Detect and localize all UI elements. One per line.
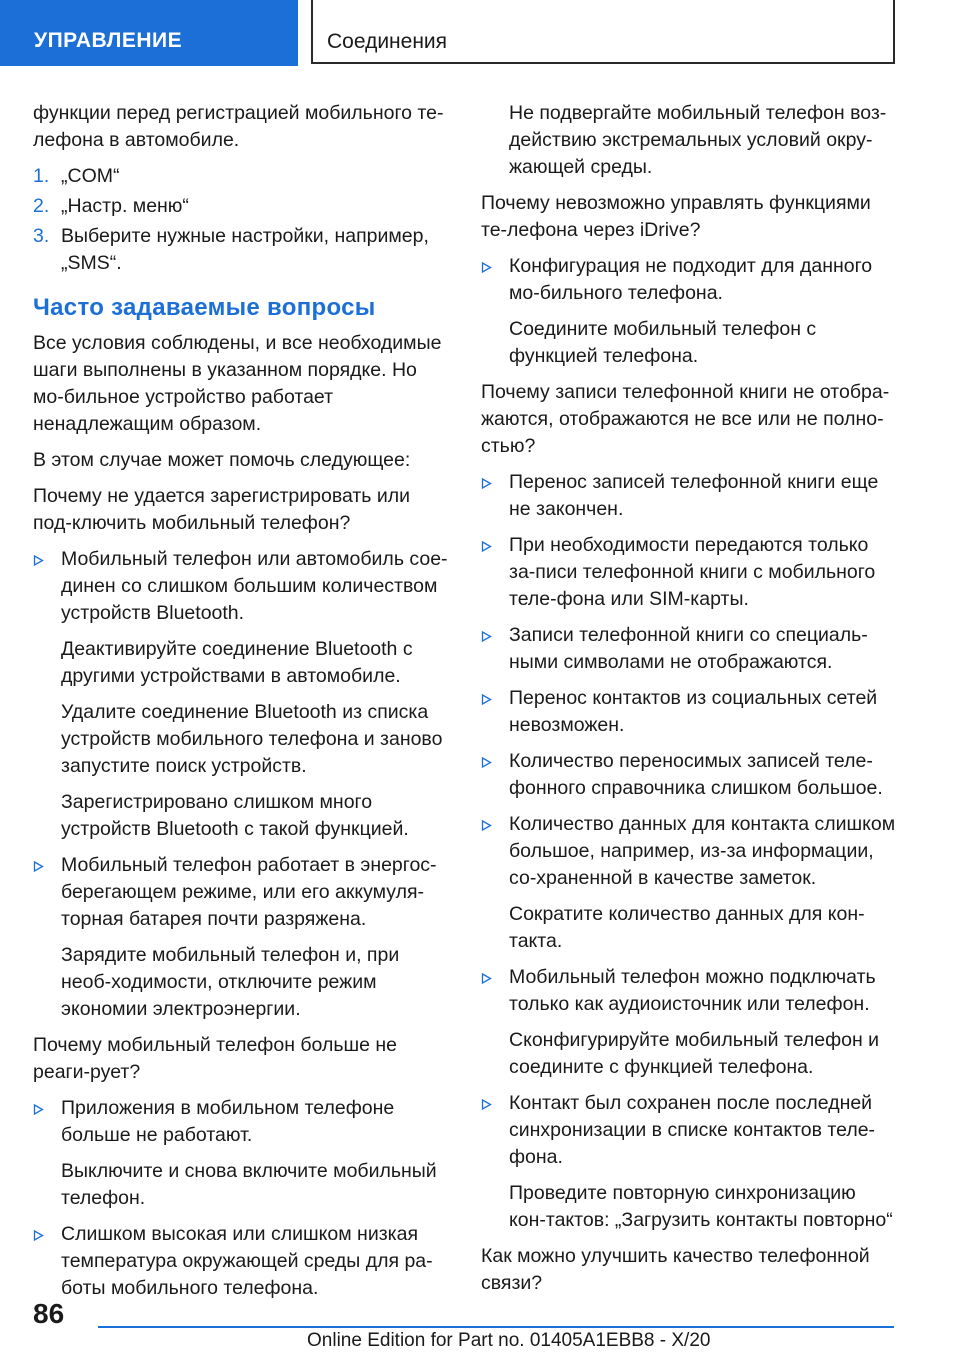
page-header <box>0 0 960 66</box>
bullet-item <box>33 852 448 933</box>
bullet-text: Приложения в мобильном телефоне больше не работают. <box>61 1097 395 1146</box>
bullet-text: При необходимости передаются только за-писи телефонной книги с мобильного теле-фона или SIM-карты. <box>509 534 876 610</box>
triangle-right-outline-icon <box>481 469 509 523</box>
solution-text: Не подвергайте мобильный телефон воз-действию экстремальных условий окру-жающей среды. <box>509 102 887 178</box>
solution-text: Соедините мобильный телефон с функцией телефона. <box>509 318 817 367</box>
page-footer <box>0 1290 960 1362</box>
chapter-title: Соединения <box>311 0 895 64</box>
solution-text: Зарядите мобильный телефон и, при необ-ходимости, отключите режим экономии электроэнергии. <box>61 944 400 1020</box>
solution-text: Выключите и снова включите мобильный телефон. <box>61 1160 437 1209</box>
bullet-item <box>481 469 897 523</box>
bullet-text: Мобильный телефон можно подключать только как аудиоисточник или телефон. <box>509 966 876 1015</box>
step-text: Выберите нужные настройки, например, „SMS“. <box>61 225 429 274</box>
page-number: 86 <box>33 1298 65 1329</box>
faq-question: Как можно улучшить качество телефонной связи? <box>481 1245 870 1294</box>
bullet-item <box>481 964 897 1018</box>
solution-text: Сократите количество данных для кон-такта. <box>509 903 865 952</box>
step-number: 1. <box>33 165 50 187</box>
bullet-item <box>481 748 897 802</box>
triangle-right-outline-icon <box>481 253 509 307</box>
bullet-text: Контакт был сохранен после последней синхронизации в списке контактов теле-фона. <box>509 1092 876 1168</box>
step-item <box>33 223 448 277</box>
triangle-right-outline-icon <box>481 811 509 892</box>
bullet-text: Мобильный телефон работает в энергос-берегающем режиме, или его аккумуля-торная батарея почти разряжена. <box>61 854 437 930</box>
step-number: 3. <box>33 225 50 247</box>
section-tab: УПРАВЛЕНИЕ <box>0 0 298 66</box>
triangle-right-outline-icon <box>481 1090 509 1171</box>
bullet-item <box>481 685 897 739</box>
step-text: „Настр. меню“ <box>61 195 189 217</box>
left-column <box>33 100 448 1311</box>
faq-question: Почему не удается зарегистрировать или под-ключить мобильный телефон? <box>33 485 411 534</box>
bullet-text: Перенос контактов из социальных сетей невозможен. <box>509 687 878 736</box>
triangle-right-outline-icon <box>481 964 509 1018</box>
intro-text: функции перед регистрацией мобильного те-лефона в автомобиле. <box>33 102 444 151</box>
bullet-text: Перенос записей телефонной книги еще не закончен. <box>509 471 879 520</box>
bullet-text: Конфигурация не подходит для данного мо-бильного телефона. <box>509 255 873 304</box>
solution-text: Деактивируйте соединение Bluetooth с другими устройствами в автомобиле. <box>61 638 413 687</box>
triangle-right-outline-icon <box>33 546 61 627</box>
bullet-item <box>33 1095 448 1149</box>
bullet-item <box>481 253 897 307</box>
bullet-item <box>33 546 448 627</box>
solution-text: Сконфигурируйте мобильный телефон и соедините с функцией телефона. <box>509 1029 880 1078</box>
bullet-text: Количество данных для контакта слишком большое, например, из-за информации, со-храненной в качестве заметок. <box>509 813 896 889</box>
step-item <box>33 163 448 190</box>
faq-question: Почему мобильный телефон больше не реаги-рует? <box>33 1034 398 1083</box>
edition-text: Online Edition for Part no. 01405A1EBB8 - X/20 <box>307 1330 711 1351</box>
faq-question: Почему записи телефонной книги не отобра-жаются, отображаются не все или не полно-стью? <box>481 381 890 457</box>
body-paragraph: В этом случае может помочь следующее: <box>33 449 411 471</box>
footer-divider <box>98 1326 894 1328</box>
triangle-right-outline-icon <box>481 532 509 613</box>
triangle-right-outline-icon <box>33 852 61 933</box>
step-number: 2. <box>33 195 50 217</box>
solution-text: Удалите соединение Bluetooth из списка устройств мобильного телефона и заново запустите поиск устройств. <box>61 701 443 777</box>
right-column <box>481 100 897 1306</box>
triangle-right-outline-icon <box>481 685 509 739</box>
triangle-right-outline-icon <box>33 1095 61 1149</box>
steps-list <box>33 163 448 277</box>
bullet-item <box>481 811 897 892</box>
bullet-item <box>481 622 897 676</box>
step-item <box>33 193 448 220</box>
body-paragraph: Все условия соблюдены, и все необходимые шаги выполнены в указанном порядке. Но мо-бильное устройство работает ненадлежащим образом. <box>33 332 442 435</box>
bullet-text: Записи телефонной книги со специаль-ными символами не отображаются. <box>509 624 868 673</box>
solution-text: Зарегистрировано слишком много устройств Bluetooth с такой функцией. <box>61 791 409 840</box>
faq-heading: Часто задаваемые вопросы <box>33 294 376 321</box>
triangle-right-outline-icon <box>481 622 509 676</box>
bullet-item <box>481 532 897 613</box>
faq-question: Почему невозможно управлять функциями те-лефона через iDrive? <box>481 192 871 241</box>
bullet-text: Слишком высокая или слишком низкая температура окружающей среды для ра-боты мобильного телефона. <box>61 1223 433 1299</box>
bullet-text: Мобильный телефон или автомобиль сое-динен со слишком большим количеством устройств Bluetooth. <box>61 548 448 624</box>
triangle-right-outline-icon <box>481 748 509 802</box>
step-text: „COM“ <box>61 165 120 187</box>
bullet-item <box>481 1090 897 1171</box>
bullet-text: Количество переносимых записей теле-фонного справочника слишком большое. <box>509 750 883 799</box>
solution-text: Проведите повторную синхронизацию кон-тактов: „Загрузить контакты повторно“ <box>509 1182 893 1231</box>
